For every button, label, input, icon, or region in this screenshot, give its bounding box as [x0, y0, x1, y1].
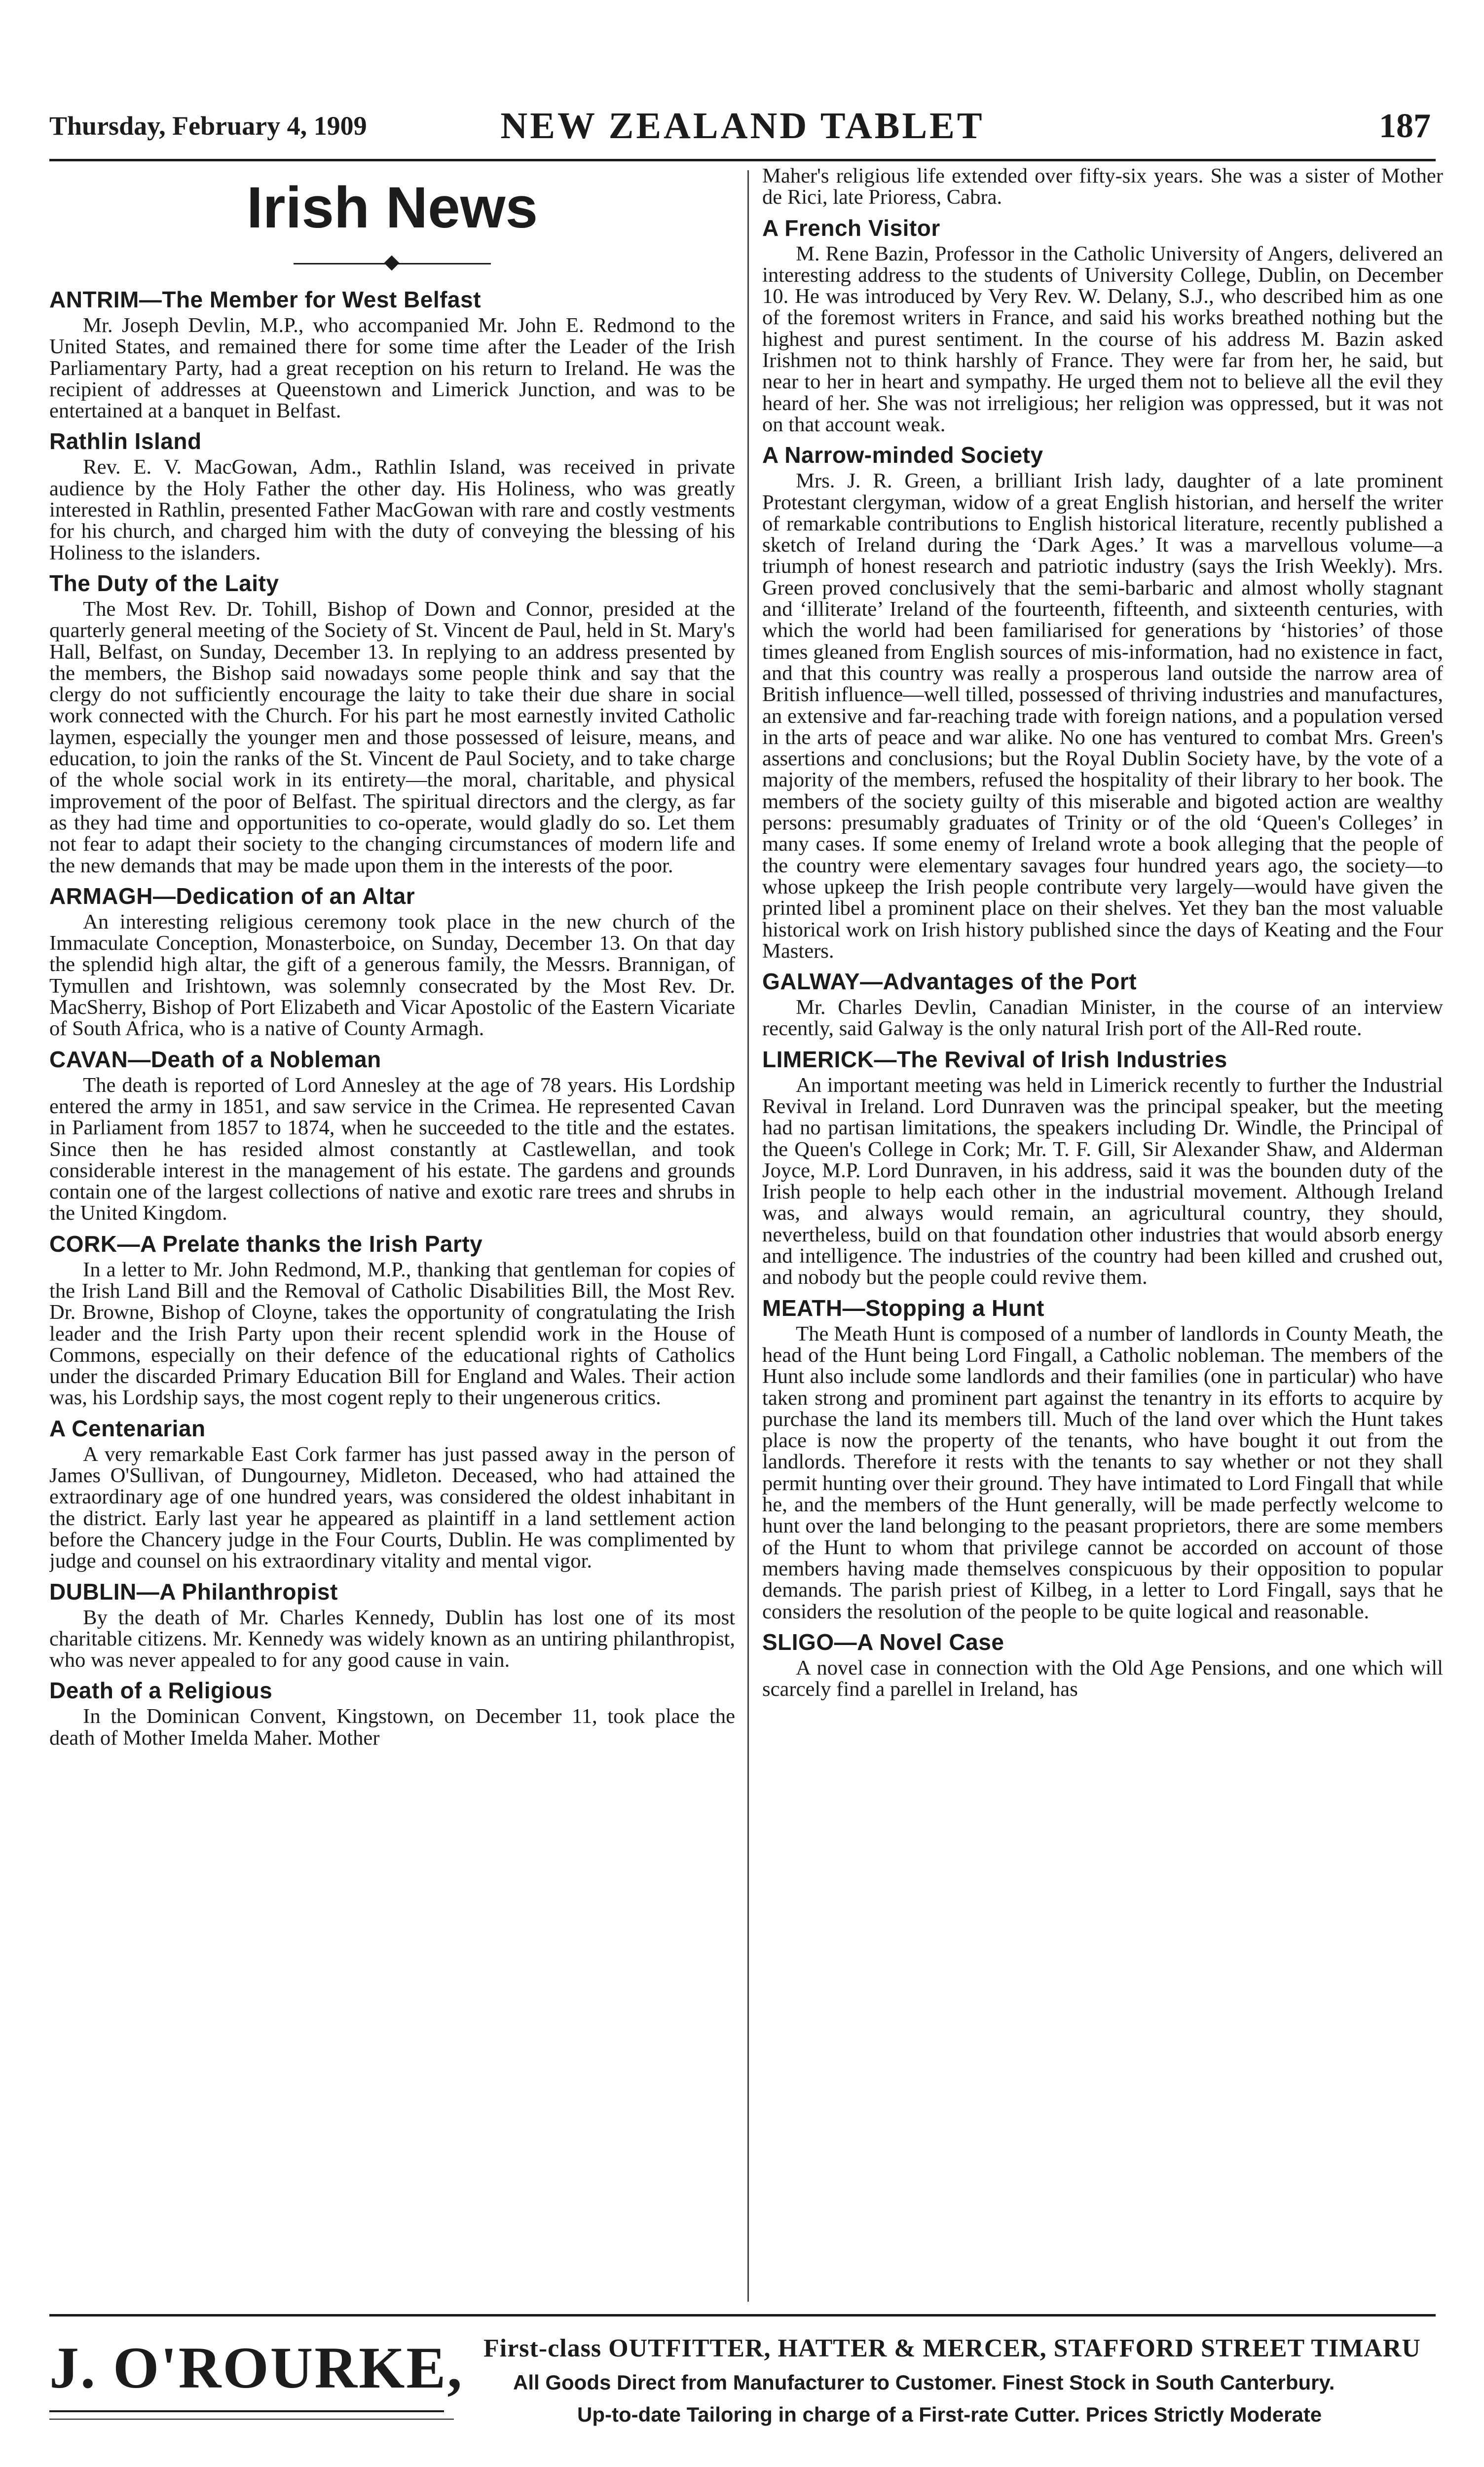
masthead — [49, 105, 1436, 162]
article-religious: In the Dominican Convent, Kingstown, on December 11, took place the death of Mother Imelda Maher. Mother — [49, 1705, 735, 1750]
advert-line-2: All Goods Direct from Manufacturer to Customer. Finest Stock in South Canterbury. — [513, 2371, 1335, 2394]
heading-french: A French Visitor — [762, 215, 940, 241]
article-religious-continued: Maher's religious life extended over fifty-six years. She was a sister of Mother de Rici, late Prioress, Cabra. — [762, 165, 1443, 209]
advert-name: J. O'ROURKE, — [49, 2335, 464, 2400]
heading-meath: MEATH—Stopping a Hunt — [762, 1295, 1044, 1321]
masthead-rule — [49, 159, 1436, 161]
heading-rathlin: Rathlin Island — [49, 428, 202, 454]
heading-antrim: ANTRIM—The Member for West Belfast — [49, 287, 481, 312]
advert-underline-thin — [49, 2419, 454, 2420]
issue-date: Thursday, February 4, 1909 — [49, 111, 367, 141]
article-dublin: By the death of Mr. Charles Kennedy, Dublin has lost one of its most charitable citizens. Mr. Kennedy was widely known as an untiring philanthropist, who was never appealed to for any good cause in vain. — [49, 1606, 735, 1672]
article-cavan: The death is reported of Lord Annesley at the age of 78 years. His Lordship entered the army in 1851, and saw service in the Crimea. He represented Cavan in Parliament from 1857 to 1874, when he succeeded to the title and the estates. Since then he has resided almost constantly at Castlewellan, and took considerable interest in the management of his estate. The gardens and grounds contain one of the largest collections of native and exotic rare trees and shrubs in the United Kingdom. — [49, 1073, 735, 1225]
article-galway: Mr. Charles Devlin, Canadian Minister, in the course of an interview recently, said Galway is the only natural Irish port of the All-Red route. — [762, 996, 1443, 1041]
page-title: Irish News — [246, 175, 538, 240]
article-cork: In a letter to Mr. John Redmond, M.P., thanking that gentleman for copies of the Irish Land Bill and the Removal of Catholic Disabilities Bill, the Most Rev. Dr. Browne, Bishop of Cloyne, takes the opportunity of congratulating the Irish leader and the Irish Party upon their recent splendid work in the House of Commons, especially on their defence of the educational rights of Catholics under the discarded Primary Education Bill for England and Wales. Their action was, his Lordship says, the most cogent reply to their ungenerous critics. — [49, 1258, 735, 1410]
left-column — [49, 165, 735, 2302]
advert-line-3: Up-to-date Tailoring in charge of a First-rate Cutter. Prices Strictly Moderate — [577, 2403, 1322, 2426]
heading-narrow: A Narrow-minded Society — [762, 442, 1043, 468]
right-column — [762, 165, 1443, 2302]
article-centenarian: A very remarkable East Cork farmer has just passed away in the person of James O'Sullivan, of Dungourney, Midleton. Deceased, who had attained the extraordinary age of one hundred years, was considered the oldest inhabitant in the district. Early last year he appeared as plaintiff in a land settlement action before the Chancery judge in the Four Courts, Dublin. He was complimented by judge and counsel on his extraordinary vitality and mental vigor. — [49, 1442, 735, 1573]
article-armagh: An interesting religious ceremony took place in the new church of the Immaculate Conception, Monasterboice, on Sunday, December 13. On that day the splendid high altar, the gift of a generous family, the Messrs. Brannigan, of Tymullen and Irishtown, was solemnly consecrated by the Most Rev. Dr. MacSherry, Bishop of Port Elizabeth and Vicar Apostolic of the Eastern Vicariate of South Africa, who is a native of County Armagh. — [49, 910, 735, 1041]
title-ornament — [294, 247, 491, 280]
heading-laity: The Duty of the Laity — [49, 570, 279, 596]
article-laity: The Most Rev. Dr. Tohill, Bishop of Down and Connor, presided at the quarterly general meeting of the Society of St. Vincent de Paul, held in St. Mary's Hall, Belfast, on Sunday, December 13. In replying to an address presented by the members, the Bishop said nowadays some people think and say that the clergy do not sufficiently encourage the laity to take their due share in social work connected with the Church. For his part he most earnestly invited Catholic laymen, especially the younger men and those possessed of leisure, means, and education, to join the ranks of the St. Vincent de Paul Society, and to take charge of the whole social work in its entirety—the moral, charitable, and physical improvement of the poor of Belfast. The spiritual directors and the clergy, as far as they had time and opportunities to co-operate, would gladly do so. Let them not fear to adapt their society to the changing circumstances of modern life and the new demands that may be made upon them in the interests of the poor. — [49, 597, 735, 877]
heading-cavan: CAVAN—Death of a Nobleman — [49, 1046, 381, 1072]
advert-rule — [49, 2314, 1436, 2317]
article-meath: The Meath Hunt is composed of a number of landlords in County Meath, the head of the Hunt being Lord Fingall, a Catholic nobleman. The members of the Hunt also include some landlords and their families (one in particular) who have taken strong and prominent part against the tenantry in its efforts to acquire by purchase the land its members till. Much of the land over which the Hunt takes place is now the property of the tenants, who have bought it out from the landlords. Therefore it rests with the tenants to say whether or not they shall permit hunting over their ground. They have intimated to Lord Fingall that while he, and the members of the Hunt generally, will be made perfectly welcome to hunt over the land belonging to the peasant proprietors, there are some members of the Hunt to whom that privilege cannot be accorded on account of those members having made themselves conspicuous by their opposition to popular demands. The parish priest of Kilbeg, in a letter to Lord Fingall, says that he considers the resolution of the people to be quite logical and reasonable. — [762, 1322, 1443, 1623]
heading-religious: Death of a Religious — [49, 1678, 273, 1704]
article-narrow: Mrs. J. R. Green, a brilliant Irish lady, daughter of a late prominent Protestant clergyman, widow of a great English historian, and herself the writer of remarkable contributions to English historical literature, recently published a sketch of Ireland during the ‘Dark Ages.’ It was a marvellous volume—a triumph of honest research and patriotic industry (says the Irish Weekly). Mrs. Green proved conclusively that the semi-barbaric and almost wholly stagnant and ‘illiterate’ Ireland of the fourteenth, fifteenth, and sixteenth centuries, with which the world had been familiarised for generations by ‘histories’ of those times gleaned from English sources of mis-information, had no existence in fact, and that this country was really a prosperous land outside the narrow area of British influence—well tilled, possessed of thriving industries and manufactures, an extensive and far-reaching trade with foreign nations, and a population versed in the arts of peace and war alike. No one has ventured to combat Mrs. Green's assertions and conclusions; but the Royal Dublin Society have, by the vote of a majority of the members, refused the hospitality of their library to her book. The members of the society guilty of this miserable and bigoted action are wealthy persons: presumably graduates of Trinity or of the old ‘Queen's Colleges’ in many cases. If some enemy of Ireland wrote a book alleging that the people of the country were elementary savages four hundred years ago, the society—to whose upkeep the Irish people contribute very largely—would have given the printed libel a prominent place on their shelves. Yet they ban the most valuable historical work on Irish history published since the days of Keating and the Four Masters. — [762, 469, 1443, 963]
advert-line-1: First-class OUTFITTER, HATTER & MERCER, STAFFORD STREET TIMARU — [483, 2334, 1421, 2362]
heading-limerick: LIMERICK—The Revival of Irish Industries — [762, 1046, 1227, 1072]
heading-centenarian: A Centenarian — [49, 1415, 206, 1441]
heading-cork: CORK—A Prelate thanks the Irish Party — [49, 1231, 483, 1257]
advertisement — [49, 2314, 1436, 2462]
paper-name: NEW ZEALAND TABLET — [500, 105, 985, 147]
article-limerick: An important meeting was held in Limerick recently to further the Industrial Revival in Ireland. Lord Dunraven was the principal speaker, but the meeting had no partisan limitations, the speakers including Dr. Windle, the Principal of the Queen's College in Cork; Mr. T. F. Gill, Sir Alexander Shaw, and Alderman Joyce, M.P. Lord Dunraven, in his address, said it was the bounden duty of the Irish people to help each other in the industrial movement. Although Ireland was, and always would remain, an agricultural country, they should, nevertheless, build on that foundation other industries that would absorb energy and intelligence. The industries of the country had been killed and crushed out, and nobody but the people could revive them. — [762, 1073, 1443, 1289]
heading-armagh: ARMAGH—Dedication of an Altar — [49, 883, 415, 909]
advert-underline — [49, 2410, 444, 2412]
article-sligo: A novel case in connection with the Old Age Pensions, and one which will scarcely find a parellel in Ireland, has — [762, 1656, 1443, 1701]
heading-galway: GALWAY—Advantages of the Port — [762, 969, 1137, 995]
page-number: 187 — [1379, 107, 1431, 145]
column-divider — [747, 170, 749, 2302]
heading-dublin: DUBLIN—A Philanthropist — [49, 1578, 338, 1605]
article-rathlin: Rev. E. V. MacGowan, Adm., Rathlin Island, was received in private audience by the Holy Father the other day. His Holiness, who was greatly interested in Rathlin, presented Father MacGowan with rare and costly vestments for his church, and charged him with the duty of conveying the blessing of his Holiness to the islanders. — [49, 455, 735, 564]
article-antrim: Mr. Joseph Devlin, M.P., who accompanied Mr. John E. Redmond to the United States, and remained there for some time after the Leader of the Irish Parliamentary Party, had a great reception on his return to Ireland. He was the recipient of addresses at Queenstown and Limerick Junction, and was to be entertained at a banquet in Belfast. — [49, 314, 735, 423]
article-french: M. Rene Bazin, Professor in the Catholic University of Angers, delivered an interesting address to the students of University College, Dublin, on December 10. He was introduced by Very Rev. W. Delany, S.J., who described him as one of the foremost writers in France, and said his works breathed nothing but the highest and purest sentiment. In the course of his address M. Bazin asked Irishmen not to think harshly of France. They were far from her, he said, but near to her in heart and sympathy. He urged them not to believe all the evil they heard of her. She was not irreligious; her religion was oppressed, but it was not on that account weak. — [762, 242, 1443, 436]
heading-sligo: SLIGO—A Novel Case — [762, 1629, 1004, 1655]
